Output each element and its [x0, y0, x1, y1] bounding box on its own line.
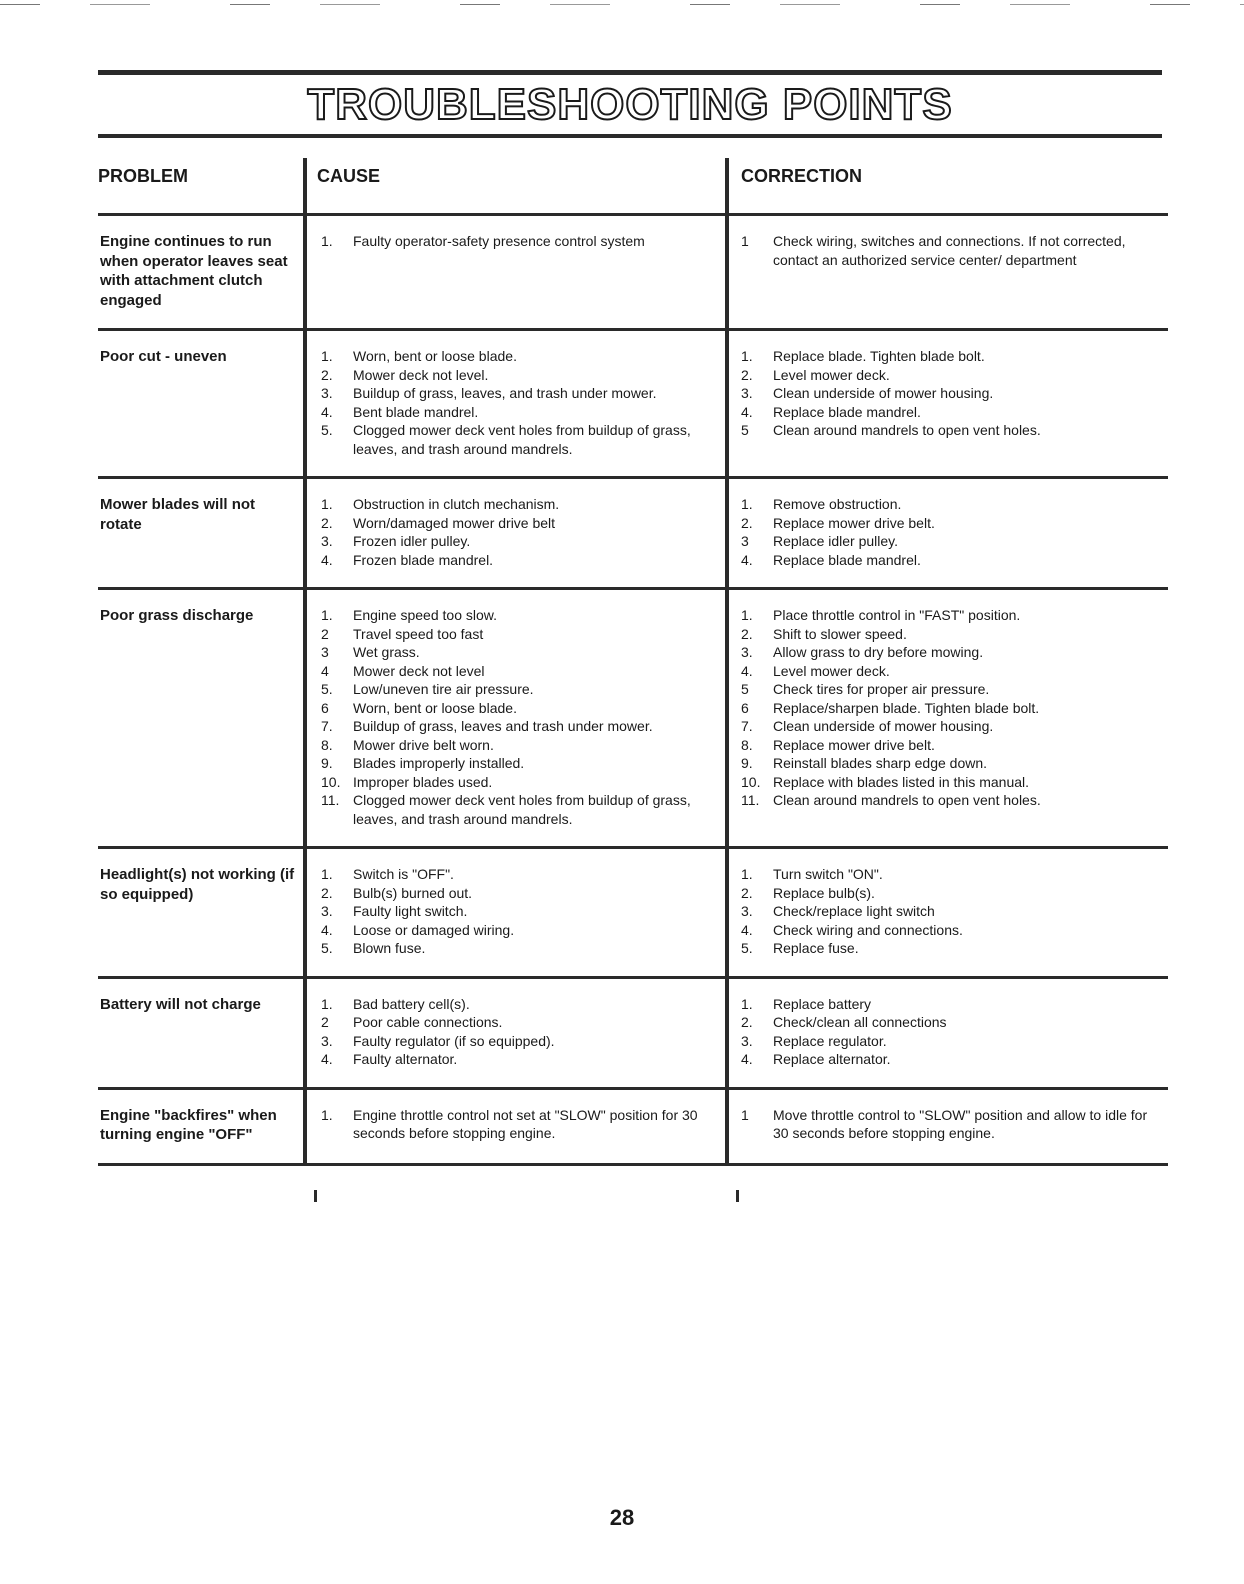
- list-item: [321, 791, 717, 828]
- item-text: Turn switch "ON".: [773, 866, 883, 882]
- list-item: [321, 514, 717, 533]
- item-number: 1.: [741, 496, 753, 512]
- item-number: 4.: [741, 921, 753, 938]
- list-item: [741, 939, 1160, 958]
- item-number: 8.: [321, 736, 333, 753]
- list-item: [321, 551, 717, 570]
- item-text: Blown fuse.: [353, 940, 426, 956]
- item-number: 3.: [321, 533, 333, 549]
- item-text: Obstruction in clutch mechanism.: [353, 496, 560, 512]
- item-text: Replace blade mandrel.: [773, 403, 921, 420]
- item-number: 1.: [741, 866, 753, 882]
- item-text: Replace blade. Tighten blade bolt.: [773, 348, 985, 364]
- item-text: Move throttle control to "SLOW" position and allow to idle for 30 seconds before stopping engine.: [773, 1106, 1148, 1141]
- cause-cell: [305, 478, 727, 589]
- item-number: 4.: [741, 551, 753, 568]
- item-number: 4.: [321, 551, 333, 568]
- problem-cell: Engine continues to run when operator leaves seat with attachment clutch engaged: [98, 215, 305, 330]
- correction-cell: [727, 977, 1168, 1088]
- item-number: 10.: [741, 773, 761, 790]
- list-item: [321, 495, 717, 514]
- item-text: Travel speed too fast: [353, 625, 484, 642]
- item-text: Replace battery: [773, 995, 872, 1012]
- list-item: [741, 1013, 1160, 1032]
- troubleshooting-table: [98, 158, 1168, 1166]
- item-number: 4.: [741, 1051, 753, 1067]
- item-text: Clean around mandrels to open vent holes.: [773, 792, 1041, 808]
- list-item: [321, 921, 717, 940]
- title-rule-top: [98, 70, 1162, 75]
- correction-list: [741, 606, 1160, 810]
- cause-list: [321, 865, 717, 958]
- item-number: 4.: [741, 403, 753, 420]
- item-number: 9.: [741, 755, 753, 771]
- item-text: Bad battery cell(s).: [353, 995, 470, 1012]
- item-text: Replace blade mandrel.: [773, 551, 921, 568]
- page-number: 28: [609, 1505, 635, 1530]
- scan-artifact: [0, 4, 1244, 5]
- problem-cell: Battery will not charge: [98, 977, 305, 1088]
- item-number: 3.: [741, 1032, 753, 1049]
- item-text: Engine throttle control not set at "SLOW" position for 30 seconds before stopping engine.: [353, 1106, 698, 1141]
- list-item: [321, 1106, 717, 1143]
- column-divider-tail: [314, 1190, 317, 1202]
- item-number: 4.: [321, 1051, 333, 1067]
- item-text: Faulty regulator (if so equipped).: [353, 1032, 555, 1049]
- item-number: 1: [741, 1106, 749, 1123]
- item-number: 2.: [741, 625, 753, 642]
- column-divider-tail: [736, 1190, 739, 1202]
- item-number: 2.: [741, 884, 753, 901]
- item-text: Buildup of grass, leaves, and trash under mower.: [353, 385, 657, 401]
- list-item: [741, 717, 1160, 736]
- list-item: [741, 680, 1160, 699]
- list-item: [321, 884, 717, 903]
- item-number: 1.: [321, 607, 333, 623]
- list-item: [741, 643, 1160, 662]
- list-item: [741, 699, 1160, 718]
- correction-list: [741, 347, 1160, 440]
- problem-cell: Poor grass discharge: [98, 589, 305, 848]
- item-text: Remove obstruction.: [773, 496, 902, 512]
- item-number: 9.: [321, 755, 333, 771]
- list-item: [741, 551, 1160, 570]
- list-item: [741, 791, 1160, 810]
- list-item: [741, 921, 1160, 940]
- item-number: 11.: [321, 792, 340, 808]
- item-text: Reinstall blades sharp edge down.: [773, 755, 988, 771]
- list-item: [321, 1032, 717, 1051]
- table-row: [98, 977, 1168, 1088]
- item-text: Check/clean all connections: [773, 1014, 947, 1030]
- list-item: [741, 403, 1160, 422]
- list-item: [741, 384, 1160, 403]
- list-item: [321, 736, 717, 755]
- cause-list: [321, 232, 717, 251]
- list-item: [321, 699, 717, 718]
- correction-cell: [727, 215, 1168, 330]
- table-body: [98, 215, 1168, 1165]
- item-number: 7.: [321, 718, 333, 734]
- item-number: 1.: [321, 1106, 333, 1123]
- table-header-row: [98, 158, 1168, 215]
- list-item: [741, 606, 1160, 625]
- correction-list: [741, 1106, 1160, 1143]
- item-number: 2.: [321, 884, 333, 901]
- correction-cell: [727, 478, 1168, 589]
- item-text: Replace regulator.: [773, 1032, 887, 1049]
- list-item: [741, 514, 1160, 533]
- item-number: 5.: [321, 681, 333, 697]
- list-item: [321, 662, 717, 681]
- list-item: [321, 643, 717, 662]
- correction-cell: [727, 1088, 1168, 1164]
- correction-cell: [727, 589, 1168, 848]
- problem-cell: Engine "backfires" when turning engine "OFF": [98, 1088, 305, 1164]
- item-text: Buildup of grass, leaves and trash under mower.: [353, 718, 653, 734]
- table-row: [98, 215, 1168, 330]
- item-number: 2.: [741, 366, 753, 383]
- item-number: 3.: [741, 385, 753, 401]
- correction-list: [741, 995, 1160, 1069]
- item-number: 2.: [741, 1014, 753, 1030]
- item-text: Shift to slower speed.: [773, 625, 907, 642]
- item-number: 1.: [741, 348, 753, 364]
- list-item: [741, 532, 1160, 551]
- list-item: [741, 736, 1160, 755]
- item-text: Allow grass to dry before mowing.: [773, 644, 984, 660]
- list-item: [741, 1106, 1160, 1143]
- item-number: 5.: [321, 422, 333, 438]
- item-number: 5: [741, 422, 749, 438]
- list-item: [321, 902, 717, 921]
- item-number: 2.: [321, 366, 333, 383]
- item-number: 3: [321, 644, 329, 660]
- correction-list: [741, 495, 1160, 569]
- item-text: Loose or damaged wiring.: [353, 921, 515, 938]
- list-item: [321, 232, 717, 251]
- cause-cell: [305, 330, 727, 478]
- item-text: Faulty alternator.: [353, 1051, 458, 1067]
- item-number: 3.: [741, 644, 753, 660]
- item-number: 2: [321, 1014, 329, 1030]
- item-number: 1.: [321, 348, 333, 364]
- item-text: Faulty light switch.: [353, 903, 468, 919]
- correction-header: CORRECTION: [727, 158, 1168, 215]
- item-number: 7.: [741, 718, 753, 734]
- list-item: [321, 1013, 717, 1032]
- problem-cell: Poor cut - uneven: [98, 330, 305, 478]
- list-item: [321, 680, 717, 699]
- list-item: [321, 403, 717, 422]
- item-text: Mower drive belt worn.: [353, 736, 494, 753]
- item-number: 1.: [321, 995, 333, 1012]
- item-text: Worn/damaged mower drive belt: [353, 514, 556, 531]
- item-text: Clogged mower deck vent holes from buildup of grass, leaves, and trash around mandrels.: [353, 422, 691, 457]
- item-number: 1.: [321, 496, 333, 512]
- item-number: 3.: [321, 1032, 333, 1049]
- item-text: Check wiring, switches and connections. If not corrected, contact an authorized service center/ department: [773, 233, 1126, 268]
- item-text: Wet grass.: [353, 644, 420, 660]
- item-text: Replace/sharpen blade. Tighten blade bolt.: [773, 699, 1040, 716]
- correction-list: [741, 232, 1160, 269]
- item-number: 5.: [741, 940, 753, 956]
- list-item: [741, 865, 1160, 884]
- item-text: Level mower deck.: [773, 366, 890, 383]
- cause-cell: [305, 589, 727, 848]
- item-text: Frozen idler pulley.: [353, 533, 471, 549]
- cause-header: CAUSE: [305, 158, 727, 215]
- item-text: Replace idler pulley.: [773, 533, 899, 549]
- item-number: 2.: [741, 514, 753, 531]
- item-text: Replace mower drive belt.: [773, 736, 935, 753]
- item-text: Clean underside of mower housing.: [773, 385, 994, 401]
- item-text: Replace alternator.: [773, 1051, 891, 1067]
- list-item: [321, 532, 717, 551]
- item-number: 6: [741, 699, 749, 716]
- item-number: 1.: [741, 607, 753, 623]
- item-number: 4.: [741, 662, 753, 679]
- correction-cell: [727, 848, 1168, 978]
- item-number: 4.: [321, 403, 333, 420]
- item-number: 4: [321, 662, 329, 679]
- item-text: Frozen blade mandrel.: [353, 551, 494, 568]
- list-item: [741, 495, 1160, 514]
- item-text: Worn, bent or loose blade.: [353, 699, 517, 716]
- cause-cell: [305, 977, 727, 1088]
- problem-cell: Headlight(s) not working (if so equipped): [98, 848, 305, 978]
- item-text: Replace with blades listed in this manual.: [773, 773, 1030, 790]
- item-text: Improper blades used.: [353, 773, 493, 790]
- cause-cell: [305, 1088, 727, 1164]
- item-text: Engine speed too slow.: [353, 607, 497, 623]
- cause-list: [321, 606, 717, 828]
- list-item: [321, 939, 717, 958]
- table-row: [98, 478, 1168, 589]
- item-text: Faulty operator-safety presence control system: [353, 233, 645, 249]
- list-item: [321, 421, 717, 458]
- list-item: [321, 625, 717, 644]
- item-number: 2.: [321, 514, 333, 531]
- item-number: 11.: [741, 792, 760, 808]
- item-number: 4.: [321, 921, 333, 938]
- list-item: [741, 232, 1160, 269]
- problem-cell: Mower blades will not rotate: [98, 478, 305, 589]
- title-rule-bottom: [98, 134, 1162, 138]
- cause-list: [321, 495, 717, 569]
- list-item: [741, 884, 1160, 903]
- cause-list: [321, 347, 717, 458]
- table-row: [98, 848, 1168, 978]
- cause-cell: [305, 848, 727, 978]
- item-text: Worn, bent or loose blade.: [353, 348, 517, 364]
- table-row: [98, 330, 1168, 478]
- item-number: 8.: [741, 736, 753, 753]
- item-text: Clogged mower deck vent holes from buildup of grass, leaves, and trash around mandrels.: [353, 792, 691, 827]
- item-number: 2: [321, 625, 329, 642]
- item-text: Check/replace light switch: [773, 903, 935, 919]
- list-item: [321, 384, 717, 403]
- item-number: 1.: [321, 866, 333, 882]
- list-item: [741, 625, 1160, 644]
- item-text: Check wiring and connections.: [773, 921, 963, 938]
- cause-cell: [305, 215, 727, 330]
- list-item: [321, 773, 717, 792]
- item-number: 1.: [321, 233, 333, 249]
- item-number: 3.: [321, 903, 333, 919]
- list-item: [321, 366, 717, 385]
- item-number: 10.: [321, 773, 341, 790]
- item-number: 1: [741, 233, 749, 249]
- item-text: Mower deck not level.: [353, 366, 489, 383]
- cause-list: [321, 995, 717, 1069]
- item-text: Replace mower drive belt.: [773, 514, 935, 531]
- item-number: 5: [741, 681, 749, 697]
- list-item: [321, 1050, 717, 1069]
- table-row: [98, 589, 1168, 848]
- item-number: 3: [741, 533, 749, 549]
- list-item: [741, 421, 1160, 440]
- item-text: Clean around mandrels to open vent holes.: [773, 422, 1041, 438]
- item-text: Place throttle control in "FAST" position.: [773, 607, 1021, 623]
- item-text: Level mower deck.: [773, 662, 890, 679]
- list-item: [321, 754, 717, 773]
- list-item: [321, 717, 717, 736]
- list-item: [741, 347, 1160, 366]
- list-item: [741, 995, 1160, 1014]
- correction-list: [741, 865, 1160, 958]
- list-item: [741, 902, 1160, 921]
- item-text: Blades improperly installed.: [353, 755, 525, 771]
- list-item: [741, 754, 1160, 773]
- list-item: [741, 366, 1160, 385]
- correction-cell: [727, 330, 1168, 478]
- item-text: Bulb(s) burned out.: [353, 884, 473, 901]
- item-number: 6: [321, 699, 329, 716]
- page-title: TROUBLESHOOTING POINTS: [307, 80, 953, 129]
- item-text: Check tires for proper air pressure.: [773, 681, 990, 697]
- item-number: 1.: [741, 995, 753, 1012]
- list-item: [321, 347, 717, 366]
- table-row: [98, 1088, 1168, 1164]
- item-text: Bent blade mandrel.: [353, 403, 479, 420]
- list-item: [321, 995, 717, 1014]
- list-item: [741, 1032, 1160, 1051]
- problem-header: PROBLEM: [98, 158, 305, 215]
- item-number: 3.: [321, 385, 333, 401]
- item-text: Replace fuse.: [773, 940, 859, 956]
- item-text: Switch is "OFF".: [353, 866, 454, 882]
- item-text: Mower deck not level: [353, 662, 485, 679]
- list-item: [741, 662, 1160, 681]
- list-item: [321, 606, 717, 625]
- item-number: 3.: [741, 903, 753, 919]
- item-text: Low/uneven tire air pressure.: [353, 681, 534, 697]
- item-text: Replace bulb(s).: [773, 884, 875, 901]
- list-item: [321, 865, 717, 884]
- item-number: 5.: [321, 940, 333, 956]
- cause-list: [321, 1106, 717, 1143]
- item-text: Poor cable connections.: [353, 1014, 503, 1030]
- list-item: [741, 773, 1160, 792]
- list-item: [741, 1050, 1160, 1069]
- item-text: Clean underside of mower housing.: [773, 718, 994, 734]
